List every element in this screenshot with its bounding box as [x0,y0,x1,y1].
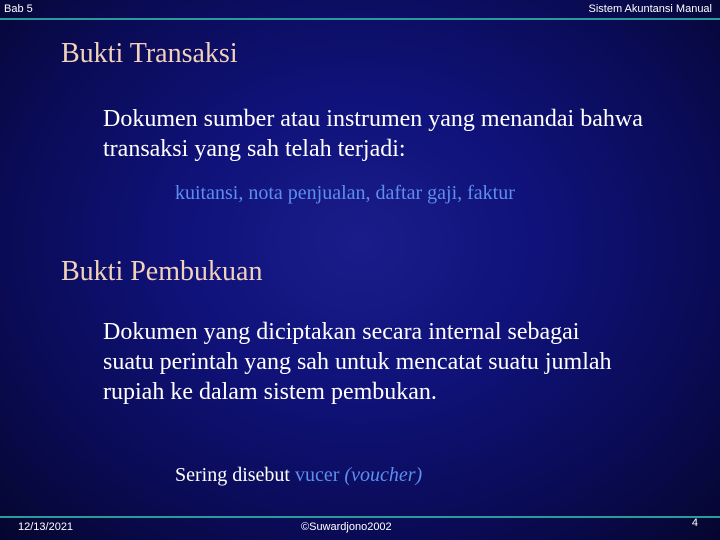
bukti-transaksi-definition: Dokumen sumber atau instrumen yang menandai bahwa transaksi yang sah telah terjadi: [103,106,643,162]
footer-rule [0,516,720,518]
voucher-note [175,464,422,487]
footer-date: 12/13/2021 [18,521,74,533]
voucher-original-term: (voucher) [344,464,423,486]
bukti-transaksi-examples: kuitansi, nota penjualan, daftar gaji, faktur [175,182,515,204]
voucher-note-prefix: Sering disebut [175,464,290,486]
header-left: Bab 5 [4,3,33,15]
voucher-term: vucer [295,464,340,486]
footer-author: ©Suwardjono2002 [301,521,392,533]
header-rule [0,18,720,20]
bukti-pembukuan-definition: Dokumen yang diciptakan secara internal sebagai suatu perintah yang sah untuk mencatat suatu jumlah rupiah ke dalam sistem pembukan. [103,319,612,405]
slide-number: 4 [691,517,698,529]
heading-bukti-transaksi: Bukti Transaksi [61,38,238,69]
heading-bukti-pembukuan: Bukti Pembukuan [61,256,263,287]
header-right: Sistem Akuntansi Manual [588,3,712,15]
